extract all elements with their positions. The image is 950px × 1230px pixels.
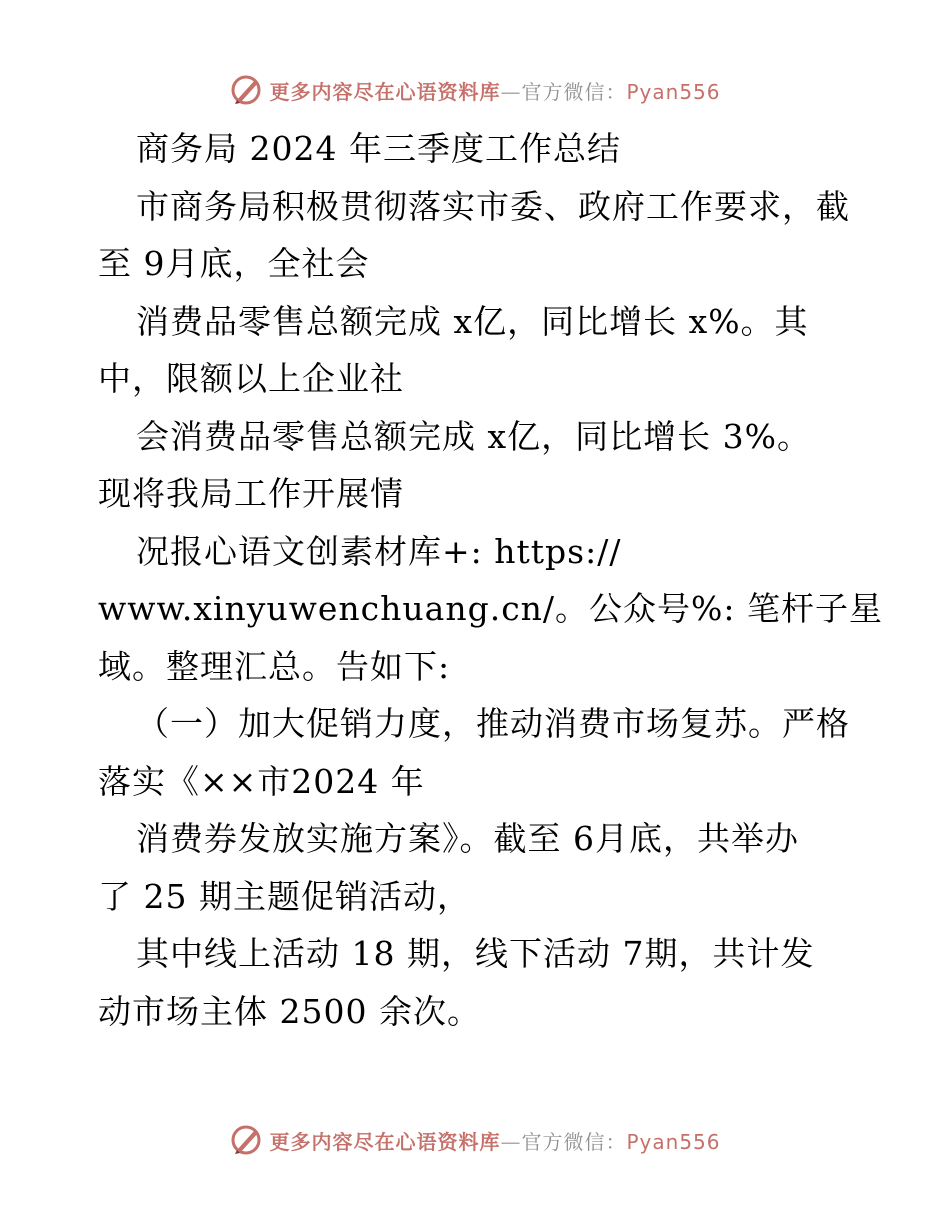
watermark-wechat-label: 官方微信： — [521, 1129, 627, 1154]
text-line: 动市场主体 2500 余次。 — [98, 991, 481, 1031]
watermark-dash: — — [500, 1129, 522, 1154]
text-line: 至 9月底，全社会 — [98, 244, 370, 283]
document-body — [98, 120, 884, 1040]
text-line: 了 25 期主题促销活动， — [98, 876, 471, 916]
header-watermark — [0, 70, 950, 110]
watermark-wechat-id: Pyan556 — [626, 79, 721, 104]
text-line: 况报心语文创素材库+: https:// — [136, 531, 622, 571]
watermark-text — [269, 76, 720, 105]
text-line: 会消费品零售总额完成 x亿，同比增长 3%。 — [136, 416, 811, 456]
watermark-main: 更多内容尽在心语资料库 — [269, 1129, 501, 1154]
document-title: 商务局 2024 年三季度工作总结 — [136, 129, 621, 168]
text-line: 现将我局工作开展情 — [98, 474, 404, 513]
section-heading-line: （一）加大促销力度，推动消费市场复苏。严格 — [136, 704, 850, 743]
pen-logo-icon — [229, 73, 263, 107]
pen-logo-icon — [229, 1123, 263, 1157]
watermark-dash: — — [500, 79, 522, 104]
text-line: 中，限额以上企业社 — [98, 359, 404, 398]
watermark-wechat-label: 官方微信： — [521, 79, 627, 104]
watermark-wechat-id: Pyan556 — [626, 1129, 721, 1154]
text-line: 落实《××市2024 年 — [98, 761, 425, 801]
text-line: www.xinyuwenchuang.cn/。公众号%: 笔杆子星 — [98, 589, 884, 628]
text-line: 消费券发放实施方案》。截至 6月底，共举办 — [136, 819, 799, 858]
text-line: 域。整理汇总。告如下: — [98, 646, 451, 686]
text-line: 市商务局积极贯彻落实市委、政府工作要求，截 — [136, 186, 850, 226]
watermark-main: 更多内容尽在心语资料库 — [269, 79, 501, 104]
watermark-text — [269, 1126, 720, 1155]
footer-watermark — [0, 1120, 950, 1160]
text-line: 消费品零售总额完成 x亿，同比增长 x%。其 — [136, 301, 809, 341]
text-line: 其中线上活动 18 期，线下活动 7期，共计发 — [136, 934, 815, 973]
